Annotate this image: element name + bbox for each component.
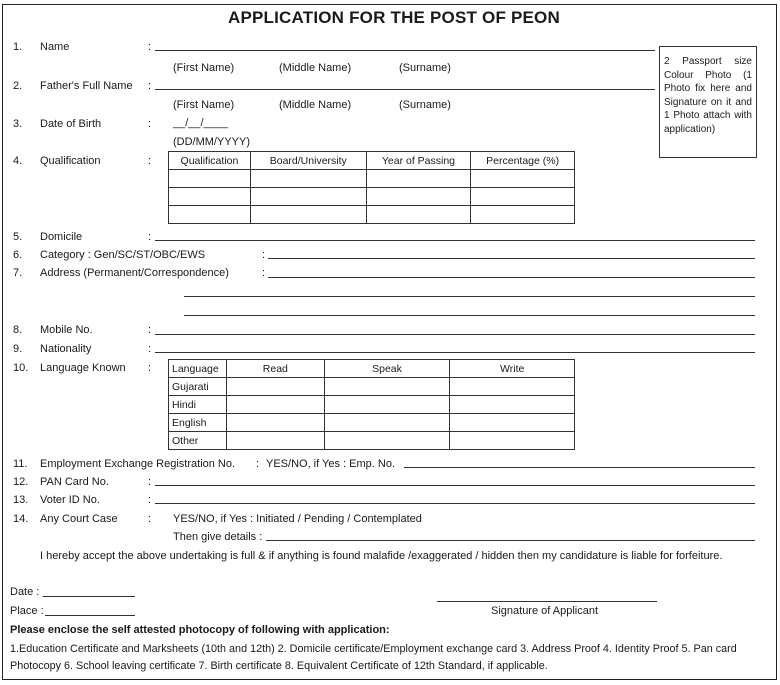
table-header-row (169, 360, 575, 378)
field-number: 10. (13, 362, 29, 374)
table-row[interactable] (169, 206, 575, 224)
date-label: Date : (10, 586, 40, 598)
place-line[interactable] (45, 615, 135, 616)
voter-label: Voter ID No. (40, 494, 100, 506)
colon: : (148, 231, 152, 243)
signature-line[interactable] (437, 601, 657, 602)
table-row[interactable] (169, 378, 575, 396)
first-name-caption: (First Name) (173, 62, 235, 74)
field-number: 4. (13, 155, 23, 167)
surname-caption: (Surname) (399, 62, 451, 74)
domicile-label: Domicile (40, 231, 83, 243)
language-table (168, 359, 575, 450)
table-header-row (169, 152, 575, 170)
field-number: 6. (13, 249, 23, 261)
nationality-label: Nationality (40, 343, 92, 355)
table-row[interactable] (169, 396, 575, 414)
nationality-line[interactable] (155, 352, 755, 353)
dob-blank[interactable]: __/__/____ (173, 117, 229, 129)
colon: : (148, 80, 152, 92)
enclose-list: 1.Education Certificate and Marksheets (10th and 12th) 2. Domicile certificate/Employment exchange card 3. Address Proof 4. Identity Proof 5. Pan card Photocopy 6. School leaving certificate 7. Birth certificate 8. Equivalent Certificate of 12th Standard, if applicable. (10, 643, 737, 672)
employment-label: Employment Exchange Registration No. (40, 458, 236, 470)
address-line[interactable] (268, 277, 755, 278)
colon: : (262, 267, 266, 279)
field-number: 13. (13, 494, 29, 506)
photo-box: 2 Passport size Colour Photo (1 Photo fix here and Signature on it and 1 Photo attach with application) (659, 46, 757, 158)
colon: : (148, 41, 152, 53)
field-number: 1. (13, 41, 23, 53)
court-details-label: Then give details : (173, 531, 263, 543)
address-label: Address (Permanent/Correspondence) (40, 267, 229, 279)
field-number: 3. (13, 118, 23, 130)
mobile-label: Mobile No. (40, 324, 93, 336)
father-name-line[interactable] (155, 89, 655, 90)
language-label: Language Known (40, 362, 126, 374)
field-number: 5. (13, 231, 23, 243)
category-line[interactable] (268, 258, 755, 259)
category-label: Category : Gen/SC/ST/OBC/EWS (40, 249, 206, 261)
pan-line[interactable] (155, 485, 755, 486)
employment-line[interactable] (404, 467, 755, 468)
voter-line[interactable] (155, 503, 755, 504)
language-cell: Gujarati (169, 378, 227, 396)
form-title: APPLICATION FOR THE POST OF PEON (228, 8, 560, 27)
table-header: Write (450, 360, 575, 378)
table-header: Board/University (250, 152, 366, 170)
court-label: Any Court Case (40, 513, 118, 525)
signature-label: Signature of Applicant (491, 605, 599, 617)
table-header: Read (226, 360, 324, 378)
table-row[interactable] (169, 432, 575, 450)
table-row[interactable] (169, 414, 575, 432)
table-header: Qualification (169, 152, 251, 170)
table-header: Language (169, 360, 227, 378)
mobile-line[interactable] (155, 334, 755, 335)
table-row[interactable] (169, 188, 575, 206)
field-number: 14. (13, 513, 29, 525)
middle-name-caption: (Middle Name) (279, 62, 352, 74)
father-name-label: Father's Full Name (40, 80, 133, 92)
name-line[interactable] (155, 50, 655, 51)
court-details-line[interactable] (266, 540, 755, 541)
qualification-table (168, 151, 575, 224)
field-number: 12. (13, 476, 29, 488)
field-number: 7. (13, 267, 23, 279)
field-number: 2. (13, 80, 23, 92)
field-number: 8. (13, 324, 23, 336)
table-row[interactable] (169, 170, 575, 188)
field-number: 9. (13, 343, 23, 355)
language-cell: English (169, 414, 227, 432)
first-name-caption: (First Name) (173, 99, 235, 111)
address-line[interactable] (184, 296, 755, 297)
address-line[interactable] (184, 315, 755, 316)
place-label: Place : (10, 605, 44, 617)
pan-label: PAN Card No. (40, 476, 109, 488)
colon: : (256, 458, 260, 470)
colon: : (148, 513, 152, 525)
undertaking-text: I hereby accept the above undertaking is full & if anything is found malafide /exaggerated / hidden then my candidature is liable for forfeiture. (40, 550, 723, 562)
court-value: YES/NO, if Yes : Initiated / Pending / Contemplated (173, 513, 422, 525)
colon: : (148, 343, 152, 355)
name-label: Name (40, 41, 70, 53)
language-cell: Other (169, 432, 227, 450)
table-header: Percentage (%) (471, 152, 575, 170)
middle-name-caption: (Middle Name) (279, 99, 352, 111)
colon: : (148, 362, 152, 374)
colon: : (148, 494, 152, 506)
table-header: Speak (324, 360, 450, 378)
date-line[interactable] (43, 596, 135, 597)
field-number: 11. (13, 458, 28, 470)
language-cell: Hindi (169, 396, 227, 414)
colon: : (148, 476, 152, 488)
employment-value: YES/NO, if Yes : Emp. No. (266, 458, 395, 470)
dob-label: Date of Birth (40, 118, 102, 130)
colon: : (148, 155, 152, 167)
domicile-line[interactable] (155, 240, 755, 241)
colon: : (148, 118, 152, 130)
qualification-label: Qualification (40, 155, 101, 167)
colon: : (262, 249, 266, 261)
dob-format: (DD/MM/YYYY) (173, 136, 250, 148)
colon: : (148, 324, 152, 336)
surname-caption: (Surname) (399, 99, 451, 111)
enclose-heading: Please enclose the self attested photocopy of following with application: (10, 624, 390, 636)
table-header: Year of Passing (366, 152, 471, 170)
